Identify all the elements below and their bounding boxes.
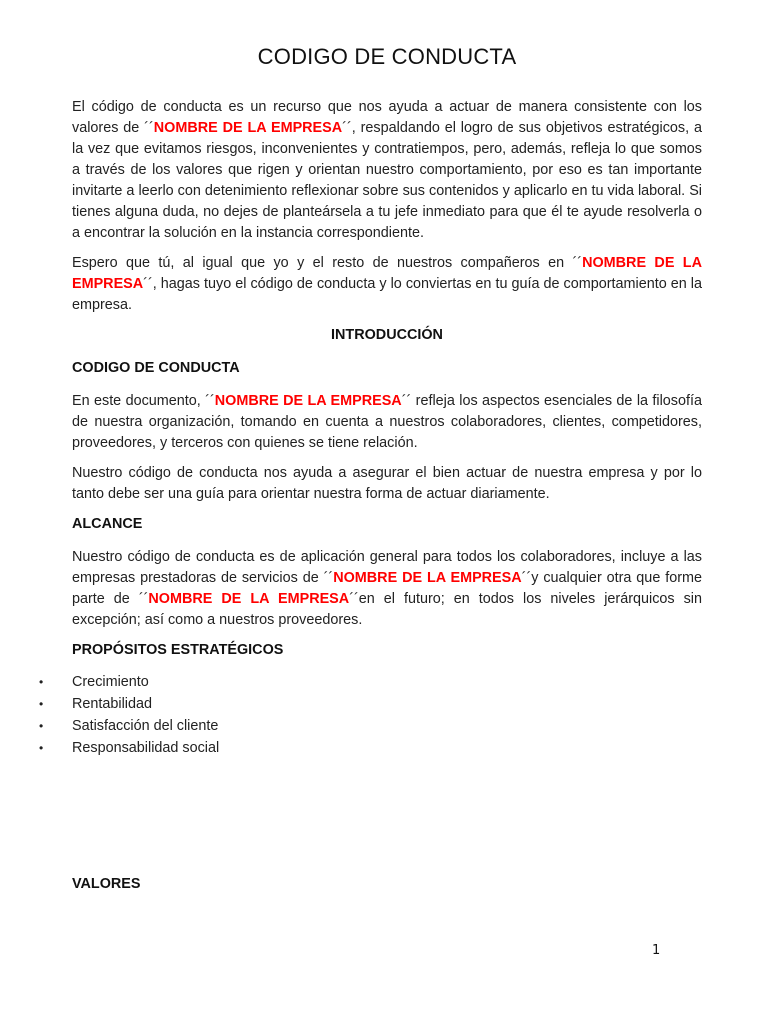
document-text-after: refleja los aspectos esenciales de la filosofía de nuestra organización, tomando en cuenta a nuestros colaboradores, clientes, competidores, proveedores, y terceros con quienes se tiene relación. (72, 393, 702, 451)
document-page (39, 44, 702, 759)
intro-text-after: , respaldando el logro de sus objetivos estratégicos, a la vez que evitamos riesgos, inconvenientes y contratiempos, pero, además, refleja lo que somos a través de los valores que rigen y orientan nuestro comportamiento, por eso es tan importante invitarte a leerlo con detenimiento reflexionar sobre sus contenidos y aplicarlo en tu vida laboral. Si tienes alguna duda, no dejes de planteársela a tu jefe inmediato para que él te ayude resolverla o a encontrar la solución en la instancia correspondiente. (72, 120, 702, 241)
company-name-placeholder: NOMBRE DE LA EMPRESA (333, 570, 522, 586)
bullet-icon: • (39, 675, 44, 689)
list-item-label: Crecimiento (72, 674, 149, 690)
quote-open: ´´ (144, 120, 154, 136)
quote-close: ´´ (521, 570, 532, 586)
company-name-placeholder: NOMBRE DE LA EMPRESA (214, 393, 402, 409)
list-item-label: Rentabilidad (72, 696, 153, 712)
quote-close: ´´ (401, 393, 412, 409)
bullet-icon: • (39, 741, 44, 755)
quote-open: ´´ (572, 255, 583, 271)
alcance-heading: ALCANCE (72, 516, 143, 532)
list-item-label: Satisfacción del cliente (72, 718, 219, 734)
valores-heading: VALORES (72, 876, 141, 892)
propositos-heading: PROPÓSITOS ESTRATÉGICOS (72, 642, 284, 658)
quote-open: ´´ (323, 570, 334, 586)
quote-close: ´´ (349, 591, 359, 607)
quote-close: ´´ (143, 276, 153, 292)
list-item (39, 693, 702, 715)
quote-close: ´´ (342, 120, 352, 136)
company-name-placeholder: NOMBRE DE LA EMPRESA (148, 591, 350, 607)
list-item (39, 737, 702, 759)
list-item (39, 671, 702, 693)
hope-text-before: Espero que tú, al igual que yo y el resto de nuestros compañeros en (72, 255, 573, 271)
company-name-placeholder: NOMBRE DE LA EMPRESA (72, 255, 702, 292)
bullet-icon: • (39, 697, 44, 711)
alcance-paragraph (72, 547, 702, 631)
document-text-before: En este documento, (72, 393, 206, 409)
quote-open: ´´ (138, 591, 149, 607)
page-number: 1 (652, 943, 661, 958)
intro-paragraph (72, 97, 702, 244)
bullet-icon: • (39, 719, 44, 733)
alcance-text-before: Nuestro código de conducta es de aplicación general para todos los colaboradores, incluye a las empresas prestadoras de servicios de (72, 549, 702, 586)
list-item-label: Responsabilidad social (72, 740, 220, 756)
propositos-list (39, 671, 702, 759)
guide-paragraph: Nuestro código de conducta nos ayuda a asegurar el bien actuar de nuestra empresa y por lo tanto debe ser una guía para orientar nuestra forma de actuar diariamente. (72, 465, 702, 502)
alcance-text-middle: y cualquier otra que forme parte de (72, 570, 702, 607)
intro-text-before: El código de conducta es un recurso que nos ayuda a actuar de manera consistente con los valores de (72, 99, 702, 136)
alcance-text-after: en el futuro; en todos los niveles jerárquicos sin excepción; así como a nuestros proveedores. (72, 591, 702, 628)
hope-paragraph (72, 253, 702, 316)
hope-text-after: , hagas tuyo el código de conducta y lo conviertas en tu guía de comportamiento en la empresa. (72, 276, 702, 313)
document-title: CODIGO DE CONDUCTA (257, 44, 517, 69)
codigo-heading: CODIGO DE CONDUCTA (72, 360, 240, 376)
list-item (39, 715, 702, 737)
company-name-placeholder: NOMBRE DE LA EMPRESA (153, 120, 343, 136)
document-paragraph (72, 391, 702, 454)
introduccion-heading: INTRODUCCIÓN (331, 327, 443, 343)
quote-open: ´´ (205, 393, 215, 409)
